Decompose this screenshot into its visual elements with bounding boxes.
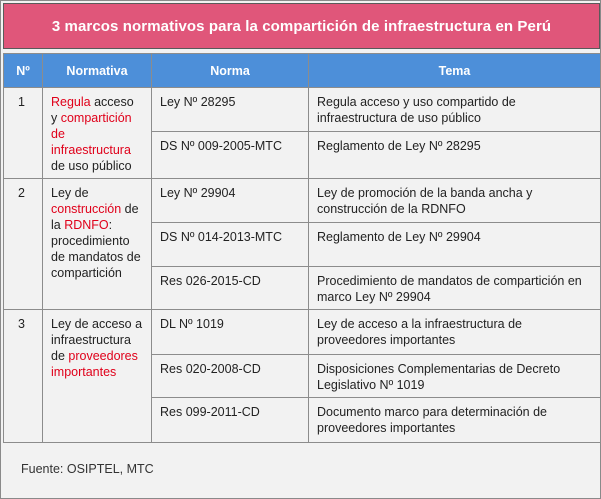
tema-cell: Reglamento de Ley Nº 29904	[309, 223, 601, 267]
tema-cell: Reglamento de Ley Nº 28295	[309, 131, 601, 178]
tema-cell: Procedimiento de mandatos de compartición en marco Ley Nº 29904	[309, 267, 601, 310]
normativa-segment: de uso público	[51, 159, 132, 173]
normativa-cell	[43, 88, 152, 179]
normativa-segment: RDNFO	[64, 218, 109, 232]
normativa-segment: : procedimiento de mandatos de compartición	[51, 218, 141, 280]
normativa-cell	[43, 179, 152, 310]
normativa-segment: construcción	[51, 202, 122, 216]
tema-cell: Ley de promoción de la banda ancha y construcción de la RDNFO	[309, 179, 601, 223]
table-row	[4, 88, 601, 132]
normativa-segment: de la	[51, 202, 139, 232]
normative-table	[3, 53, 601, 443]
figure-title: 3 marcos normativos para la compartición de infraestructura en Perú	[3, 3, 600, 49]
table-row	[4, 310, 601, 355]
norma-cell: DL Nº 1019	[152, 310, 309, 355]
group-number: 1	[4, 88, 43, 179]
normativa-segment: Ley de	[51, 186, 89, 200]
norma-cell: DS Nº 014-2013-MTC	[152, 223, 309, 267]
norma-cell: Ley Nº 29904	[152, 179, 309, 223]
header-tema: Tema	[309, 54, 601, 88]
norma-cell: Ley Nº 28295	[152, 88, 309, 132]
norma-cell: Res 026-2015-CD	[152, 267, 309, 310]
group-number: 3	[4, 310, 43, 443]
table-header-row	[4, 54, 601, 88]
table-row	[4, 179, 601, 223]
header-norma: Norma	[152, 54, 309, 88]
norma-cell: Res 099-2011-CD	[152, 398, 309, 443]
tema-cell: Disposiciones Complementarias de Decreto Legislativo Nº 1019	[309, 355, 601, 398]
norma-cell: Res 020-2008-CD	[152, 355, 309, 398]
source-note: Fuente: OSIPTEL, MTC	[21, 462, 154, 476]
normativa-segment: compartición de infraestructura	[51, 111, 132, 157]
normativa-segment: proveedores importantes	[51, 349, 138, 379]
normativa-cell	[43, 310, 152, 443]
tema-cell: Regula acceso y uso compartido de infraestructura de uso público	[309, 88, 601, 132]
tema-cell: Documento marco para determinación de proveedores importantes	[309, 398, 601, 443]
header-normativa: Normativa	[43, 54, 152, 88]
normativa-segment: Regula	[51, 95, 91, 109]
group-number: 2	[4, 179, 43, 310]
norma-cell: DS Nº 009-2005-MTC	[152, 131, 309, 178]
tema-cell: Ley de acceso a la infraestructura de proveedores importantes	[309, 310, 601, 355]
normativa-segment: Ley de acceso a infraestructura de	[51, 317, 143, 363]
normativa-segment: acceso y	[51, 95, 134, 125]
header-no: Nº	[4, 54, 43, 88]
